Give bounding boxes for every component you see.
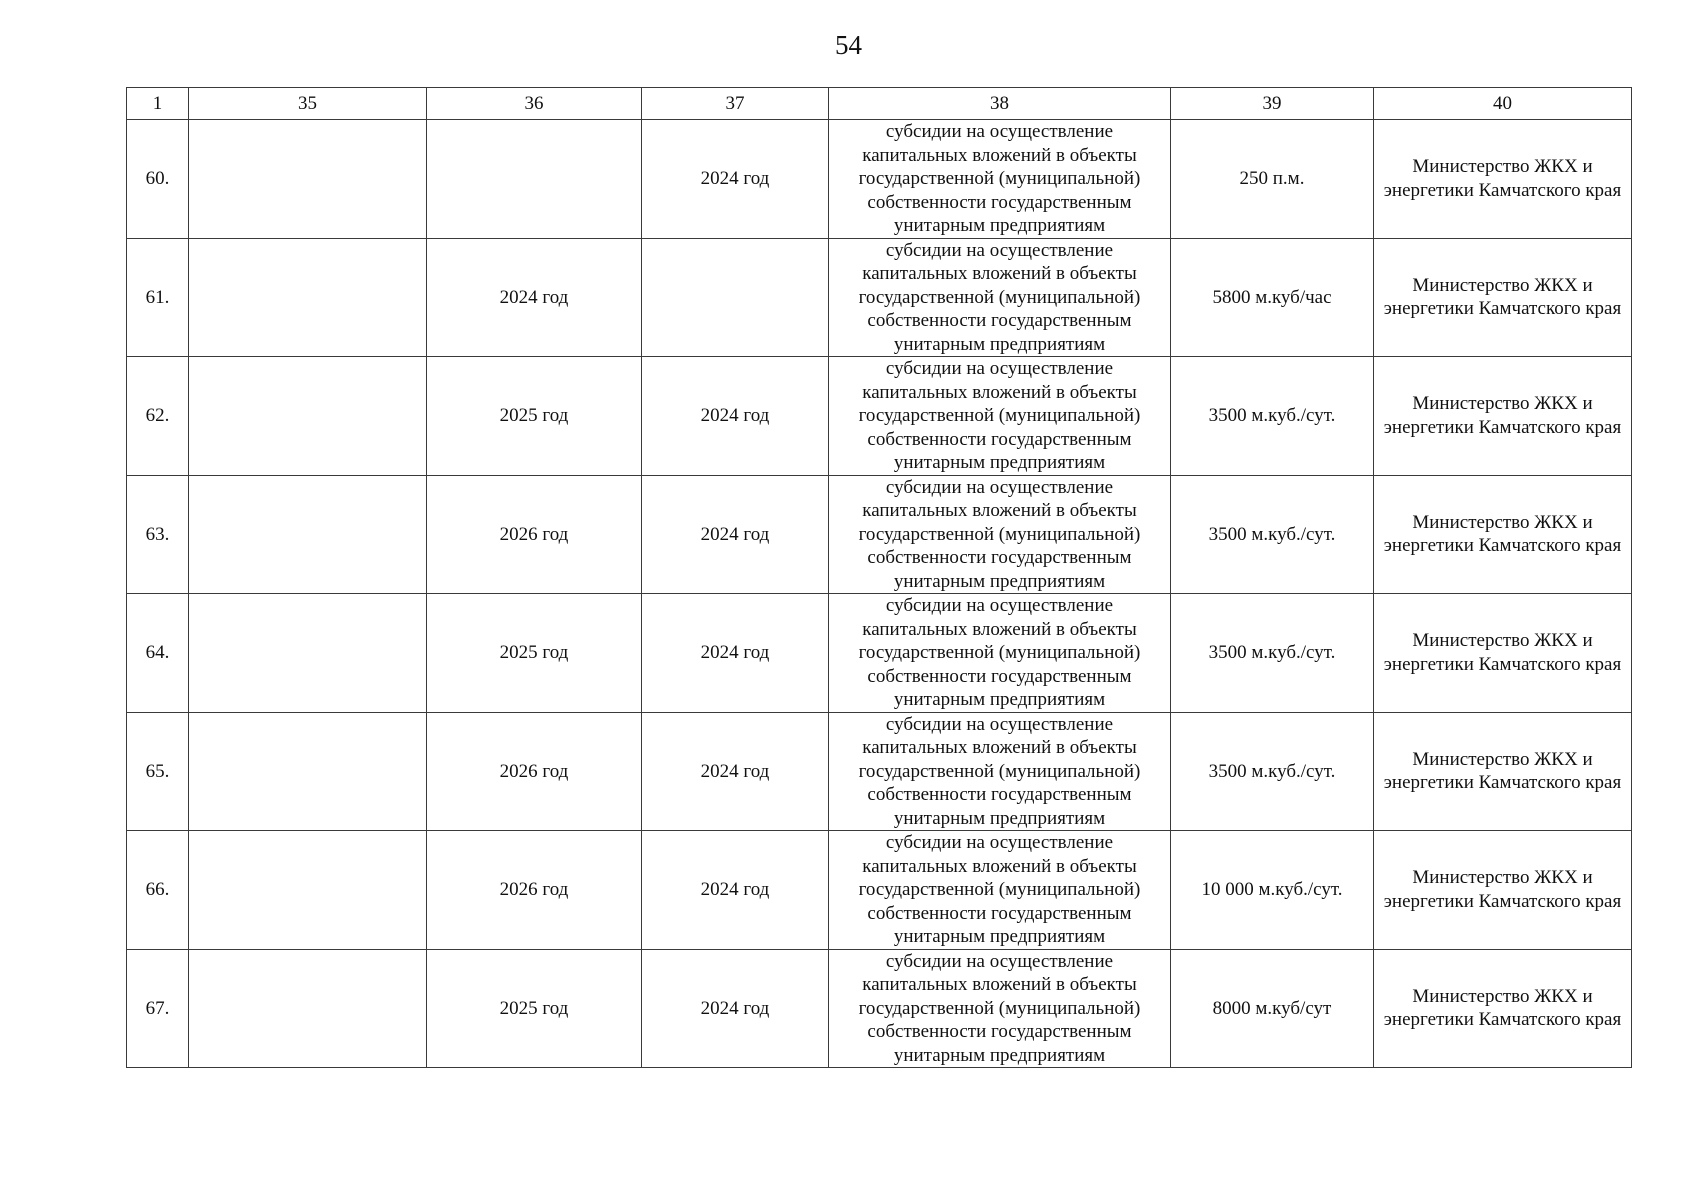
column-header-37: 37 <box>642 88 829 120</box>
cell-col-40: Министерство ЖКХ и энергетики Камчатского края <box>1374 594 1632 713</box>
cell-col-38: субсидии на осуществление капитальных вложений в объекты государственной (муниципальной) собственности государственным унитарным предприятиям <box>829 120 1171 239</box>
table-row <box>127 120 1632 239</box>
row-number-cell: 63. <box>127 475 189 594</box>
table-row <box>127 357 1632 476</box>
cell-col-38: субсидии на осуществление капитальных вложений в объекты государственной (муниципальной) собственности государственным унитарным предприятиям <box>829 238 1171 357</box>
cell-col-36: 2025 год <box>427 357 642 476</box>
cell-col-37: 2024 год <box>642 949 829 1068</box>
cell-col-40: Министерство ЖКХ и энергетики Камчатского края <box>1374 357 1632 476</box>
cell-col-40: Министерство ЖКХ и энергетики Камчатского края <box>1374 831 1632 950</box>
cell-col-36: 2026 год <box>427 475 642 594</box>
row-number-cell: 64. <box>127 594 189 713</box>
cell-col-40: Министерство ЖКХ и энергетики Камчатского края <box>1374 120 1632 239</box>
cell-col-38: субсидии на осуществление капитальных вложений в объекты государственной (муниципальной) собственности государственным унитарным предприятиям <box>829 594 1171 713</box>
page-number: 54 <box>835 30 862 60</box>
cell-col-37: 2024 год <box>642 475 829 594</box>
cell-col-39: 250 п.м. <box>1171 120 1374 239</box>
cell-col-38: субсидии на осуществление капитальных вложений в объекты государственной (муниципальной) собственности государственным унитарным предприятиям <box>829 831 1171 950</box>
cell-col-37 <box>642 238 829 357</box>
cell-col-36: 2025 год <box>427 949 642 1068</box>
table-row <box>127 594 1632 713</box>
table-row <box>127 475 1632 594</box>
cell-col-36: 2024 год <box>427 238 642 357</box>
cell-col-37: 2024 год <box>642 357 829 476</box>
cell-col-36: 2025 год <box>427 594 642 713</box>
cell-col-35 <box>189 949 427 1068</box>
table-row <box>127 831 1632 950</box>
cell-col-38: субсидии на осуществление капитальных вложений в объекты государственной (муниципальной) собственности государственным унитарным предприятиям <box>829 475 1171 594</box>
cell-col-39: 10 000 м.куб./сут. <box>1171 831 1374 950</box>
cell-col-36: 2026 год <box>427 831 642 950</box>
cell-col-37: 2024 год <box>642 120 829 239</box>
cell-col-36: 2026 год <box>427 712 642 831</box>
row-number-cell: 65. <box>127 712 189 831</box>
cell-col-39: 3500 м.куб./сут. <box>1171 594 1374 713</box>
cell-col-35 <box>189 594 427 713</box>
row-number-cell: 62. <box>127 357 189 476</box>
cell-col-38: субсидии на осуществление капитальных вложений в объекты государственной (муниципальной) собственности государственным унитарным предприятиям <box>829 949 1171 1068</box>
row-number-cell: 67. <box>127 949 189 1068</box>
table-header-row <box>127 88 1632 120</box>
cell-col-40: Министерство ЖКХ и энергетики Камчатского края <box>1374 712 1632 831</box>
cell-col-40: Министерство ЖКХ и энергетики Камчатского края <box>1374 238 1632 357</box>
table-row <box>127 949 1632 1068</box>
cell-col-35 <box>189 357 427 476</box>
column-header-38: 38 <box>829 88 1171 120</box>
cell-col-37: 2024 год <box>642 712 829 831</box>
cell-col-39: 8000 м.куб/сут <box>1171 949 1374 1068</box>
cell-col-37: 2024 год <box>642 594 829 713</box>
cell-col-35 <box>189 120 427 239</box>
cell-col-36 <box>427 120 642 239</box>
data-table <box>126 87 1632 1068</box>
row-number-cell: 61. <box>127 238 189 357</box>
cell-col-38: субсидии на осуществление капитальных вложений в объекты государственной (муниципальной) собственности государственным унитарным предприятиям <box>829 712 1171 831</box>
column-header-39: 39 <box>1171 88 1374 120</box>
column-header-35: 35 <box>189 88 427 120</box>
cell-col-39: 3500 м.куб./сут. <box>1171 357 1374 476</box>
cell-col-35 <box>189 475 427 594</box>
cell-col-37: 2024 год <box>642 831 829 950</box>
cell-col-40: Министерство ЖКХ и энергетики Камчатского края <box>1374 949 1632 1068</box>
table-row <box>127 712 1632 831</box>
column-header-40: 40 <box>1374 88 1632 120</box>
row-number-cell: 66. <box>127 831 189 950</box>
cell-col-35 <box>189 831 427 950</box>
row-number-cell: 60. <box>127 120 189 239</box>
table-row <box>127 238 1632 357</box>
cell-col-35 <box>189 712 427 831</box>
cell-col-39: 5800 м.куб/час <box>1171 238 1374 357</box>
cell-col-39: 3500 м.куб./сут. <box>1171 712 1374 831</box>
column-header-1: 1 <box>127 88 189 120</box>
cell-col-35 <box>189 238 427 357</box>
column-header-36: 36 <box>427 88 642 120</box>
cell-col-39: 3500 м.куб./сут. <box>1171 475 1374 594</box>
cell-col-38: субсидии на осуществление капитальных вложений в объекты государственной (муниципальной) собственности государственным унитарным предприятиям <box>829 357 1171 476</box>
cell-col-40: Министерство ЖКХ и энергетики Камчатского края <box>1374 475 1632 594</box>
